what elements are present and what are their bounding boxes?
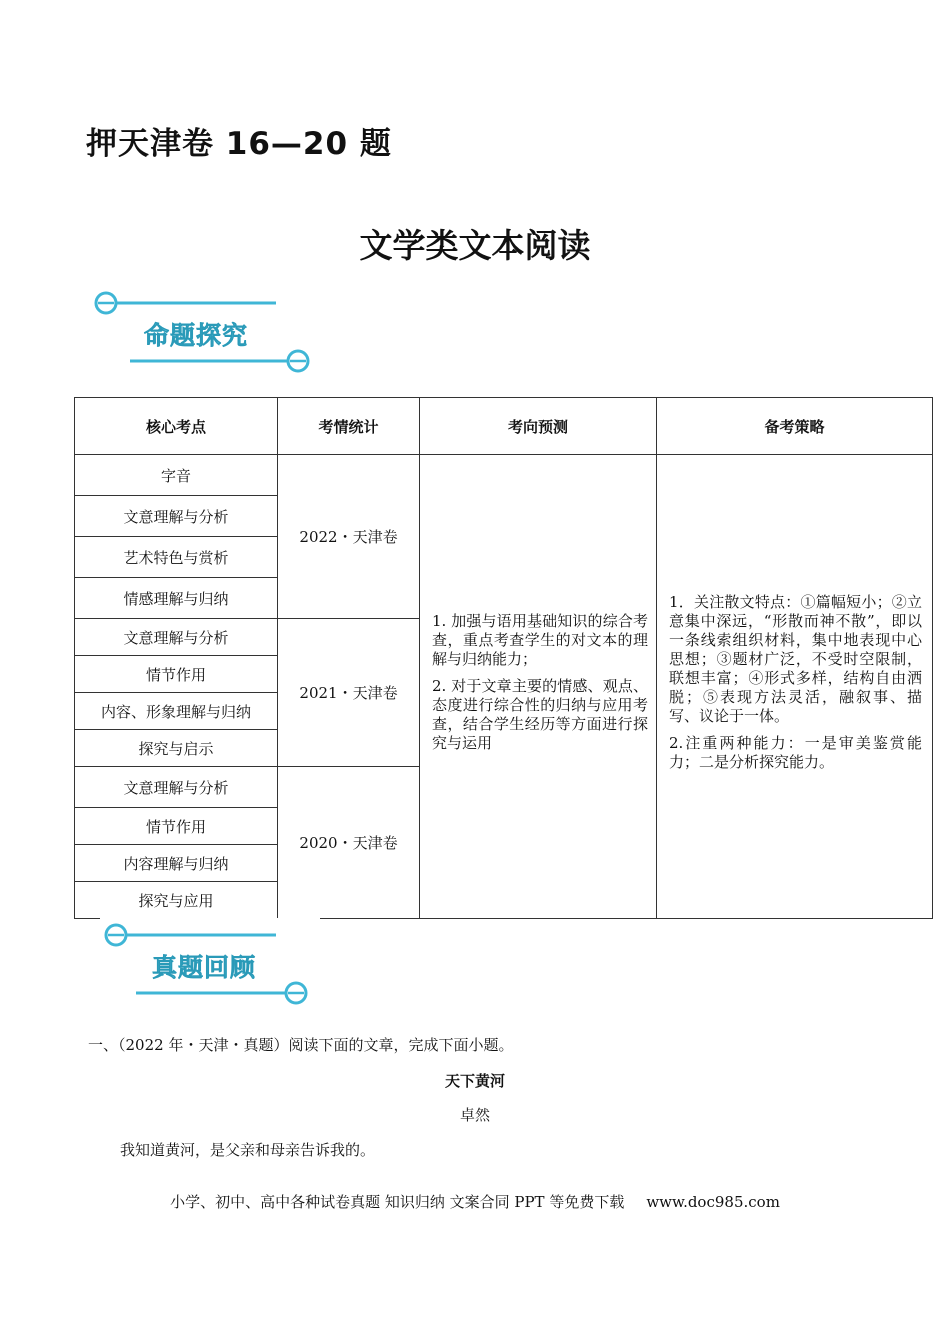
core-point-cell: 文意理解与分析: [75, 496, 278, 537]
strategy-item: 2.注重两种能力：一是审美鉴赏能力；二是分析探究能力。: [669, 734, 922, 771]
article-paragraph: 我知道黄河，是父亲和母亲告诉我的。: [120, 1141, 376, 1159]
core-point-cell: 内容理解与归纳: [75, 845, 278, 882]
article-author: 卓然: [459, 1106, 490, 1124]
table-header-row: [75, 398, 933, 455]
strategy-cell: [657, 455, 933, 919]
question-intro: 一、（2022 年・天津・真题）阅读下面的文章，完成下面小题。: [88, 1036, 514, 1054]
badge-label: 命题探究: [144, 321, 249, 350]
page-title: 押天津卷 16—20 题: [86, 126, 392, 162]
core-point-cell: 探究与应用: [75, 882, 278, 919]
prediction-item: 1. 加强与语用基础知识的综合考查，重点考查学生的对文本的理解与归纳能力；: [432, 612, 648, 668]
prediction-item: 2. 对于文章主要的情感、观点、态度进行综合性的归纳与应用考查，结合学生经历等方面进行探究与运用: [432, 677, 648, 752]
year-cell: 2020・天津卷: [278, 767, 420, 919]
header-strategy: 备考策略: [657, 398, 933, 455]
article-title: 天下黄河: [444, 1072, 505, 1090]
core-point-cell: 情节作用: [75, 656, 278, 693]
core-point-cell: 内容、形象理解与归纳: [75, 693, 278, 730]
section-badge-review: [100, 918, 340, 1008]
core-point-cell: 文意理解与分析: [75, 767, 278, 808]
strategy-item: 1．关注散文特点：①篇幅短小；②立意集中深远，“形散而神不散”，即以一条线索组织材料，集中地表现中心思想；③题材广泛，不受时空限制，联想丰富；④形式多样，结构自由洒脱；⑤表现方法灵活，融叙事、描写、议论于一体。: [669, 593, 922, 725]
section-badge-proposition: [90, 286, 330, 376]
footer-url[interactable]: www.doc985.com: [646, 1193, 780, 1211]
table-row: [75, 455, 933, 496]
section-subtitle: 文学类文本阅读: [359, 226, 591, 265]
year-cell: 2021・天津卷: [278, 619, 420, 767]
core-point-cell: 探究与启示: [75, 730, 278, 767]
page-footer: [0, 1191, 950, 1212]
badge-label: 真题回顾: [152, 953, 257, 982]
exam-analysis-table: [74, 397, 933, 919]
core-point-cell: 情节作用: [75, 808, 278, 845]
header-core-points: 核心考点: [75, 398, 278, 455]
year-cell: 2022・天津卷: [278, 455, 420, 619]
core-point-cell: 艺术特色与赏析: [75, 537, 278, 578]
footer-text: 小学、初中、高中各种试卷真题 知识归纳 文案合同 PPT 等免费下载: [170, 1193, 625, 1211]
core-point-cell: 文意理解与分析: [75, 619, 278, 656]
header-statistics: 考情统计: [278, 398, 420, 455]
core-point-cell: 字音: [75, 455, 278, 496]
header-prediction: 考向预测: [420, 398, 657, 455]
core-point-cell: 情感理解与归纳: [75, 578, 278, 619]
prediction-cell: [420, 455, 657, 919]
